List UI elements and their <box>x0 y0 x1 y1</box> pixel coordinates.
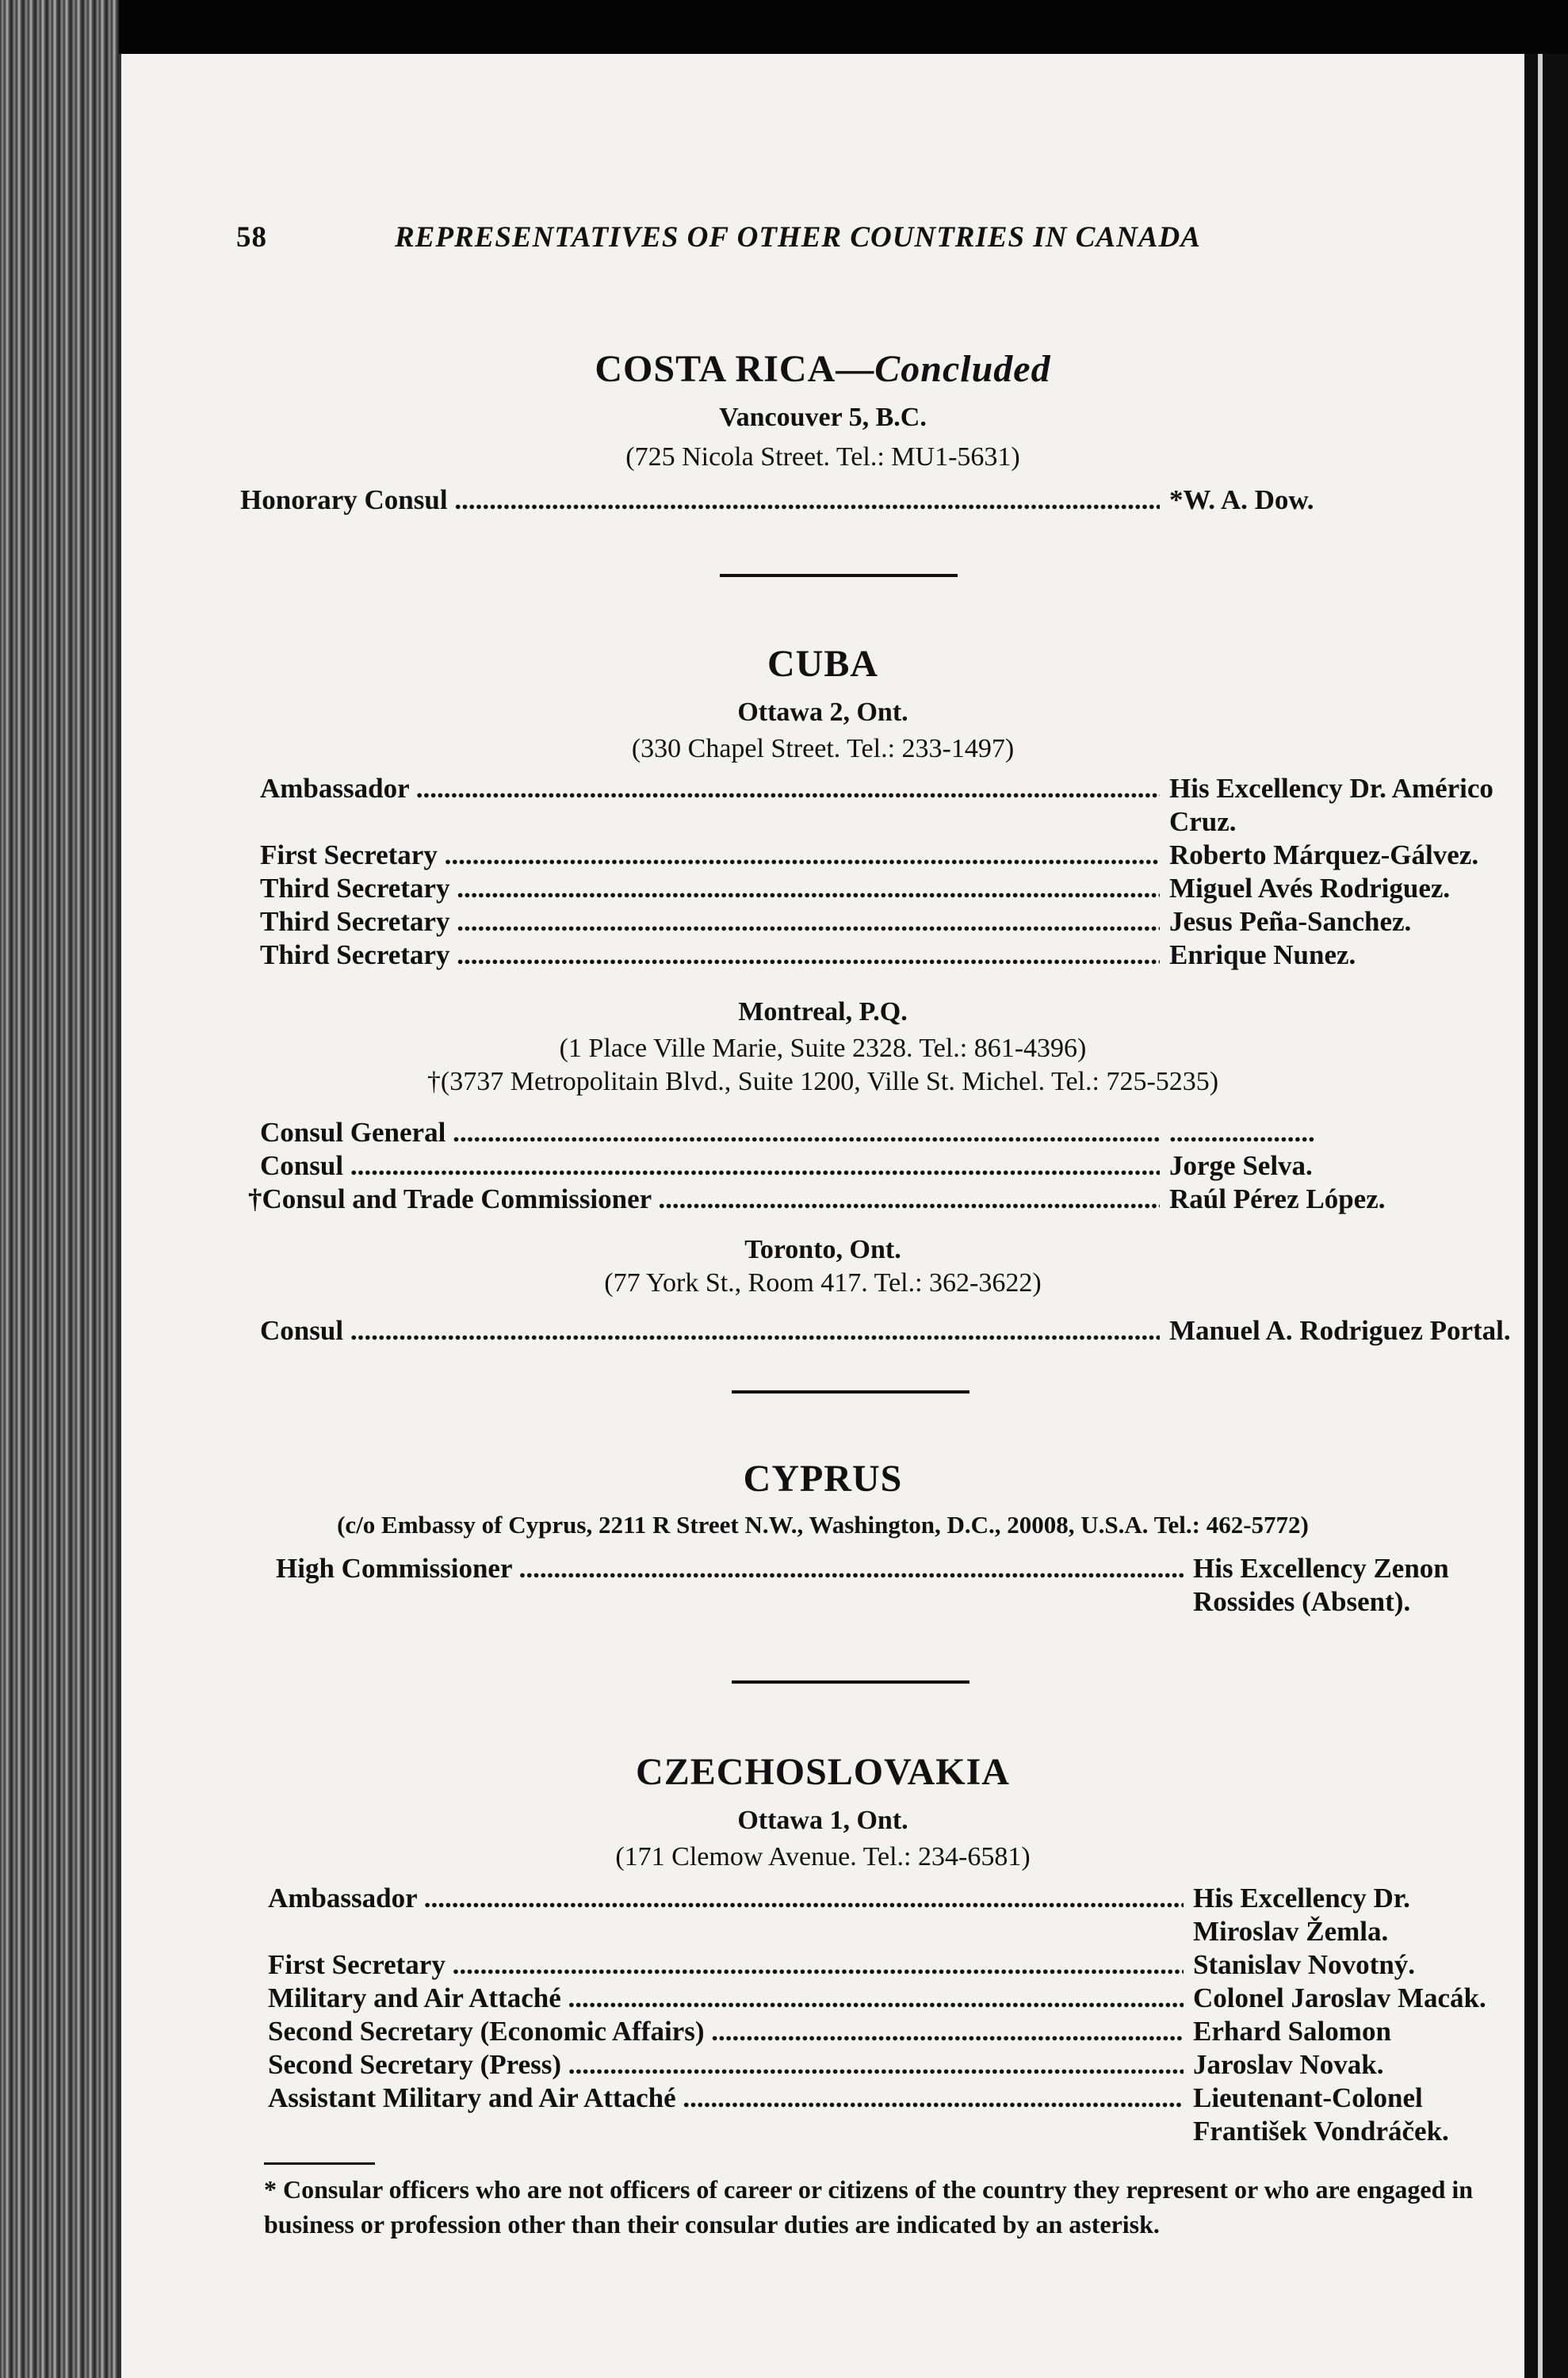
position-title: Consul ..... <box>260 1149 1160 1183</box>
representative-name: Lieutenant-Colonel František Vondráček. <box>1193 2082 1449 2147</box>
representative-name: ..................... <box>1169 1117 1315 1148</box>
listing-row <box>260 872 1566 905</box>
listing-row <box>260 772 1566 839</box>
section-divider <box>732 1390 969 1394</box>
representative-name: Raúl Pérez López. <box>1169 1183 1386 1214</box>
address-vancouver: (725 Nicola Street. Tel.: MU1-5631) <box>625 442 1020 472</box>
representative-name: His Excellency Dr. Miroslav Žemla. <box>1193 1883 1410 1947</box>
section-title-costa-rica: COSTA RICA—Concluded <box>595 348 1051 390</box>
position-title: Ambassador ..... <box>260 772 1160 805</box>
listing-row <box>260 939 1566 972</box>
section-title-czechoslovakia: CZECHOSLOVAKIA <box>636 1751 1010 1793</box>
page <box>119 54 1524 2378</box>
section-divider <box>720 574 958 577</box>
representative-name: His Excellency Zenon Rossides (Absent). <box>1193 1553 1449 1617</box>
address-ottawa-czechoslovakia: (171 Clemow Avenue. Tel.: 234-6581) <box>615 1842 1031 1871</box>
position-title: First Secretary ..... <box>268 1948 1184 1982</box>
listing-row <box>268 1948 1510 1982</box>
listing-row <box>260 1149 1566 1183</box>
address-cyprus: (c/o Embassy of Cyprus, 2211 R Street N.W., Washington, D.C., 20008, U.S.A. Tel.: 462-5772) <box>337 1511 1309 1539</box>
representative-name: Enrique Nunez. <box>1169 939 1356 970</box>
scan-right-edge <box>1522 54 1568 2378</box>
position-title: Third Secretary ..... <box>260 939 1160 972</box>
position-title: First Secretary ..... <box>260 839 1160 872</box>
position-title: Ambassador ..... <box>268 1882 1184 1915</box>
city-toronto: Toronto, Ont. <box>744 1235 901 1264</box>
address-ottawa-cuba: (330 Chapel Street. Tel.: 233-1497) <box>631 734 1015 763</box>
address-montreal-branch: †(3737 Metropolitain Blvd., Suite 1200, Ville St. Michel. Tel.: 725-5235) <box>426 1067 1219 1096</box>
representative-name: Colonel Jaroslav Macák. <box>1193 1982 1486 2013</box>
representative-name: Roberto Márquez-Gálvez. <box>1169 839 1479 870</box>
position-title: Third Secretary ..... <box>260 905 1160 939</box>
footnote: * Consular officers who are not officers of career or citizens of the country they represent or who are engaged in business or profession other than their consular duties are indicated by an asterisk. <box>264 2175 1474 2238</box>
listing-row <box>276 1552 1502 1619</box>
position-title: High Commissioner ..... <box>276 1552 1184 1585</box>
representative-name: Jorge Selva. <box>1169 1150 1313 1181</box>
listing-row <box>268 1982 1510 2015</box>
representative-name: Jesus Peña-Sanchez. <box>1169 906 1412 937</box>
listing-row <box>268 1882 1510 1948</box>
representative-name: Miguel Avés Rodriguez. <box>1169 873 1451 904</box>
listing-row <box>260 1314 1566 1348</box>
listing-row <box>268 2048 1510 2082</box>
listing-row <box>260 905 1566 939</box>
position-title: Consul General ..... <box>260 1116 1160 1149</box>
city-ottawa-czechoslovakia: Ottawa 1, Ont. <box>737 1806 908 1835</box>
book-binding <box>0 0 119 2378</box>
position-title: Third Secretary ..... <box>260 872 1160 905</box>
listing-row <box>260 1116 1566 1149</box>
position-title: Second Secretary (Press) ..... <box>268 2048 1184 2082</box>
position-title: Honorary Consul ..... <box>240 484 1160 517</box>
position-title: Assistant Military and Air Attaché ..... <box>268 2082 1184 2115</box>
page-number: 58 <box>236 221 267 254</box>
position-title: Consul ..... <box>260 1314 1160 1348</box>
representative-name: Stanislav Novotný. <box>1193 1949 1416 1980</box>
city-montreal: Montreal, P.Q. <box>738 997 908 1027</box>
position-title: †Consul and Trade Commissioner ..... <box>248 1183 1160 1216</box>
address-montreal: (1 Place Ville Marie, Suite 2328. Tel.: 861-4396) <box>559 1034 1087 1063</box>
section-divider <box>732 1680 969 1684</box>
representative-name: *W. A. Dow. <box>1169 484 1314 515</box>
representative-name: Jaroslav Novak. <box>1193 2049 1384 2080</box>
city-ottawa-cuba: Ottawa 2, Ont. <box>737 698 908 727</box>
section-title-cuba: CUBA <box>767 643 878 685</box>
listing-row <box>268 2015 1510 2048</box>
position-title: Second Secretary (Economic Affairs) ..... <box>268 2015 1184 2048</box>
city-vancouver: Vancouver 5, B.C. <box>719 403 927 432</box>
listing-row <box>268 2082 1526 2148</box>
representative-name: Erhard Salomon <box>1193 2016 1391 2047</box>
footnote-rule <box>264 2162 375 2165</box>
section-title-cyprus: CYPRUS <box>743 1458 903 1500</box>
scan-top-edge <box>0 0 1568 54</box>
listing-row <box>240 484 1486 517</box>
listing-row <box>260 839 1566 872</box>
representative-name: His Excellency Dr. Américo Cruz. <box>1169 773 1493 837</box>
address-toronto: (77 York St., Room 417. Tel.: 362-3622) <box>604 1268 1042 1298</box>
continued-label: Concluded <box>874 348 1051 390</box>
running-title: REPRESENTATIVES OF OTHER COUNTRIES IN CANADA <box>395 221 1201 254</box>
position-title: Military and Air Attaché ..... <box>268 1982 1184 2015</box>
representative-name: Manuel A. Rodriguez Portal. <box>1169 1315 1511 1346</box>
listing-row <box>248 1183 1566 1216</box>
